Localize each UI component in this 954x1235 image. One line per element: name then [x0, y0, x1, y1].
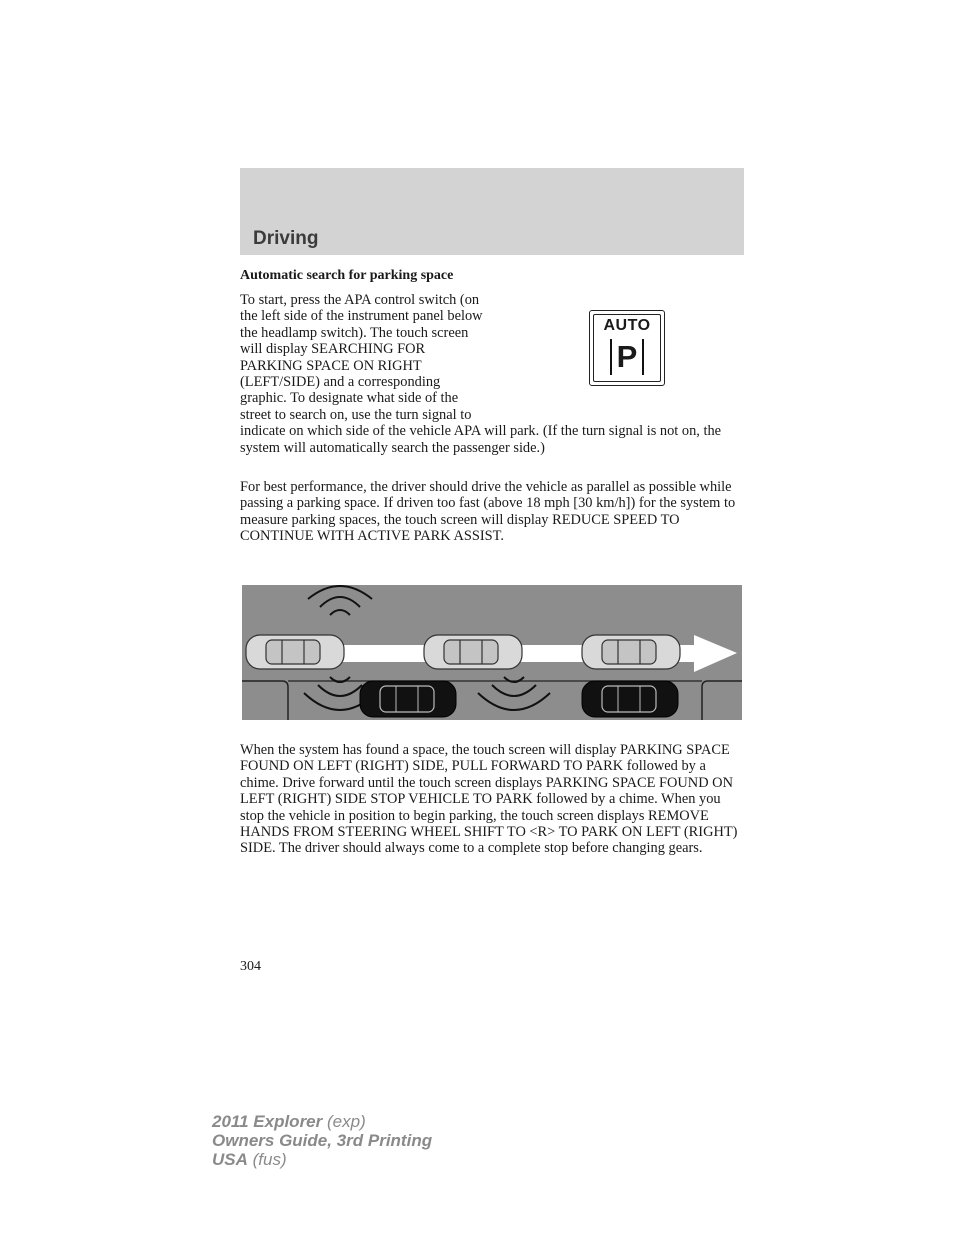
parked-car-icon-2	[582, 681, 678, 717]
moving-car-icon-3	[582, 635, 680, 669]
footer-publication-info	[212, 1112, 432, 1169]
auto-label: AUTO	[603, 317, 651, 334]
footer-line-model	[212, 1112, 432, 1131]
footer-line-region	[212, 1150, 432, 1169]
parking-space-search-diagram	[242, 585, 742, 720]
paragraph-apa-start-text: To start, press the APA control switch (on the left side of the instrument panel below the headlamp switch). The touch screen will display SEARCHING FOR PARKING SPACE ON RIGHT (LEFT/SIDE) and a corresponding graphic. To designate what side of the street to search on, use the turn signal to indicate on which side of the vehicle APA will park. (If the turn signal is not on, the system will automatically search the passenger side.)	[240, 292, 722, 456]
footer-line-guide	[212, 1131, 432, 1150]
footer-guide: Owners Guide, 3rd Printing	[212, 1131, 433, 1150]
page-number: 304	[240, 959, 261, 974]
auto-park-switch-icon	[589, 310, 665, 386]
moving-car-icon-2	[424, 635, 522, 669]
paragraph-apa-start	[240, 292, 745, 456]
paragraph-space-found: When the system has found a space, the touch screen will display PARKING SPACE FOUND ON LEFT (RIGHT) SIDE, PULL FORWARD TO PARK followed by a chime. Drive forward until the touch screen displays PARKING SPACE FOUND ON LEFT (RIGHT) SIDE STOP VEHICLE TO PARK followed by a chime. When you stop the vehicle in position to begin parking, the touch screen displays REMOVE HANDS FROM STEERING WHEEL SHIFT TO <R> TO PARK ON LEFT (RIGHT) SIDE. The driver should always come to a complete stop before changing gears.	[240, 742, 738, 857]
park-letter: P	[610, 339, 644, 375]
paragraph-best-performance: For best performance, the driver should drive the vehicle as parallel as possible while passing a parking space. If driven too fast (above 18 mph [30 km/h]) for the system to measure parking spaces, the touch screen will display REDUCE SPEED TO CONTINUE WITH ACTIVE PARK ASSIST.	[240, 479, 736, 545]
moving-car-icon-1	[246, 635, 344, 669]
footer-region-code: (fus)	[252, 1150, 287, 1169]
section-title: Driving	[253, 228, 319, 249]
subsection-heading: Automatic search for parking space	[240, 268, 454, 283]
footer-model-code: (exp)	[327, 1112, 366, 1131]
footer-model: 2011 Explorer	[212, 1112, 323, 1131]
parked-car-icon-1	[360, 681, 456, 717]
footer-region: USA	[212, 1150, 248, 1169]
